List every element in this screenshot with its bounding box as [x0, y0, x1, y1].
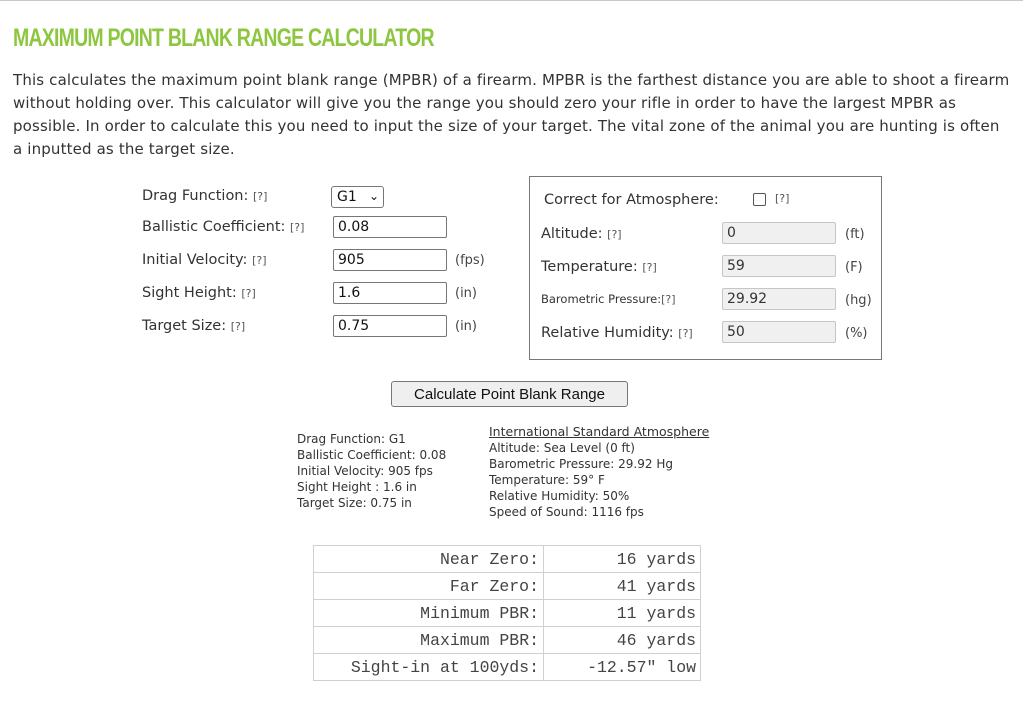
help-link[interactable]: [?] [290, 221, 305, 234]
altitude-input[interactable] [722, 222, 836, 244]
help-link[interactable]: [?] [230, 320, 246, 333]
temperature-input[interactable] [722, 255, 836, 277]
humidity-input[interactable] [722, 321, 836, 343]
table-row [314, 654, 701, 681]
drag-function-label: Drag Function: [?] [142, 188, 268, 204]
calculate-button[interactable]: Calculate Point Blank Range [391, 381, 628, 407]
table-row [314, 627, 701, 654]
sight-height-input[interactable] [333, 282, 447, 304]
help-link[interactable]: [?] [607, 228, 622, 241]
summary-line: Speed of Sound: 1116 fps [489, 505, 644, 519]
result-label: Maximum PBR: [314, 627, 544, 654]
summary-line: Sight Height : 1.6 in [297, 480, 417, 494]
summary-line: Temperature: 59° F [489, 473, 605, 487]
result-label: Minimum PBR: [314, 600, 544, 627]
results-table [313, 545, 701, 681]
summary-line: Target Size: 0.75 in [297, 496, 412, 510]
sight-height-label: Sight Height: [?] [142, 285, 256, 301]
summary-line: Barometric Pressure: 29.92 Hg [489, 457, 673, 471]
help-link[interactable]: [?] [661, 293, 676, 306]
correct-atmosphere-checkbox[interactable] [753, 193, 766, 206]
input-summary [297, 431, 446, 511]
altitude-label: Altitude: [?] [541, 226, 622, 242]
result-value: 41 yards [544, 573, 701, 600]
table-row [314, 546, 701, 573]
initial-velocity-input[interactable] [333, 249, 447, 271]
target-size-unit: (in) [455, 319, 477, 334]
humidity-unit: (%) [845, 326, 868, 341]
pressure-input[interactable] [722, 288, 836, 310]
help-link[interactable]: [?] [642, 261, 657, 274]
intro-paragraph: This calculates the maximum point blank range (MPBR) of a firearm. MPBR is the farthest distance you are able to shoot a firearm without holding over. This calculator will give you the range you should zero your rifle in order to have the largest MPBR as possible. In order to calculate this you need to input the size of your target. The vital zone of the animal you are hunting is often a inputted as the target size. [13, 71, 1010, 158]
result-value: 11 yards [544, 600, 701, 627]
isa-link[interactable]: International Standard Atmosphere [489, 424, 710, 439]
initial-velocity-label: Initial Velocity: [?] [142, 252, 267, 268]
top-divider [0, 0, 1023, 1]
drag-function-select[interactable]: G1 ⌄ [331, 186, 384, 208]
altitude-unit: (ft) [845, 227, 865, 242]
help-link[interactable]: [?] [241, 287, 256, 300]
summary-line: Initial Velocity: 905 fps [297, 464, 433, 478]
target-size-label: Target Size: [?] [142, 318, 246, 334]
result-label: Far Zero: [314, 573, 544, 600]
result-label: Near Zero: [314, 546, 544, 573]
result-value: 46 yards [544, 627, 701, 654]
summary-line: Ballistic Coefficient: 0.08 [297, 448, 447, 462]
result-value: 16 yards [544, 546, 701, 573]
temperature-unit: (F) [845, 260, 863, 275]
pressure-unit: (hg) [845, 293, 872, 308]
initial-velocity-unit: (fps) [455, 253, 485, 268]
result-value: -12.57" low [544, 654, 701, 681]
help-link[interactable]: [?] [252, 254, 267, 267]
ballistic-coefficient-label: Ballistic Coefficient: [?] [142, 219, 305, 235]
humidity-label: Relative Humidity: [?] [541, 325, 693, 341]
result-label: Sight-in at 100yds: [314, 654, 544, 681]
ballistic-coefficient-input[interactable] [333, 216, 447, 238]
temperature-label: Temperature: [?] [541, 259, 657, 275]
correct-atmosphere-label: Correct for Atmosphere: [544, 192, 719, 208]
help-link[interactable]: [?] [775, 192, 790, 205]
target-size-input[interactable] [333, 315, 447, 337]
atmosphere-summary [489, 424, 709, 520]
help-link[interactable]: [?] [253, 190, 268, 203]
table-row [314, 573, 701, 600]
chevron-down-icon: ⌄ [368, 189, 379, 203]
sight-height-unit: (in) [455, 286, 477, 301]
summary-line: Altitude: Sea Level (0 ft) [489, 441, 635, 455]
page-title: MAXIMUM POINT BLANK RANGE CALCULATOR [13, 24, 434, 52]
table-row [314, 600, 701, 627]
help-link[interactable]: [?] [678, 327, 693, 340]
summary-line: Drag Function: G1 [297, 432, 406, 446]
pressure-label: Barometric Pressure:[?] [541, 292, 676, 306]
summary-line: Relative Humidity: 50% [489, 489, 630, 503]
